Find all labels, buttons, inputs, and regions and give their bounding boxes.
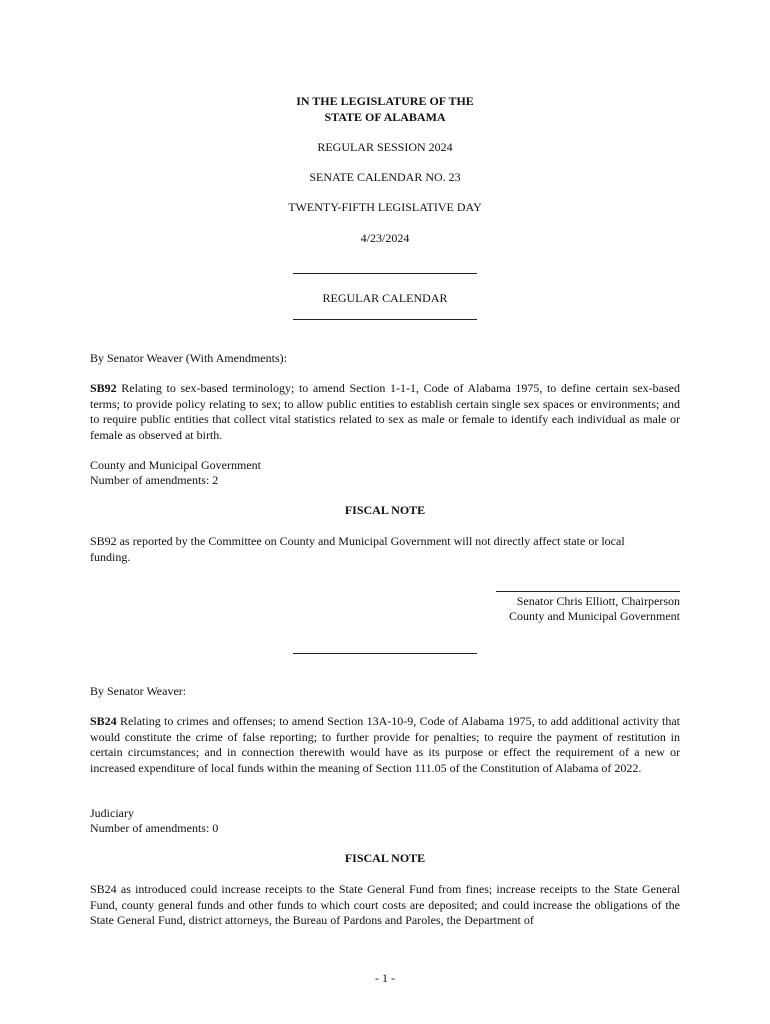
divider-rule [293,319,477,320]
calendar-date: 4/23/2024 [360,231,410,245]
header-line-1: IN THE LEGISLATURE OF THE [296,94,474,108]
signer-committee: County and Municipal Government [509,609,680,623]
fiscal-note-heading: FISCAL NOTE [344,851,426,865]
divider-rule [293,653,477,654]
fiscal-note-heading: FISCAL NOTE [344,503,426,517]
section-title: REGULAR CALENDAR [322,291,448,305]
bill-number: SB24 [90,714,117,728]
session-title: REGULAR SESSION 2024 [317,140,453,154]
bill-entry [90,381,680,443]
legislative-day: TWENTY-FIFTH LEGISLATIVE DAY [288,200,482,214]
divider-rule [293,273,477,274]
page-number: - 1 - [375,971,395,985]
committee-name: County and Municipal Government [90,458,261,472]
amendment-count: Number of amendments: 0 [90,821,219,835]
calendar-number: SENATE CALENDAR NO. 23 [309,170,461,184]
bill-sponsor: By Senator Weaver: [90,684,187,698]
bill-sponsor: By Senator Weaver (With Amendments): [90,351,287,365]
amendment-count: Number of amendments: 2 [90,473,219,487]
header-line-2: STATE OF ALABAMA [324,110,446,124]
fiscal-note-text: SB24 as introduced could increase receipts to the State General Fund from fines; increase receipts to the State General Fund, county general funds and other funds to which court costs are deposited; and could increase the obligations of the State General Fund, district attorneys, the Bureau of Pardons and Paroles, the Department of [90,882,680,927]
bill-number: SB92 [90,381,117,395]
signature-line [496,591,680,592]
bill-entry [90,714,680,776]
bill-description: Relating to crimes and offenses; to amend Section 13A-10-9, Code of Alabama 1975, to add additional activity that would constitute the crime of false reporting; to further provide for penalties; to require the payment of restitution in certain circumstances; and in connection therewith would have as its purpose or effect the requirement of a new or increased expenditure of local funds within the meaning of Section 111.05 of the Constitution of Alabama of 2022. [90,714,680,775]
committee-name: Judiciary [90,806,134,820]
signer-name: Senator Chris Elliott, Chairperson [516,594,680,608]
bill-description: Relating to sex-based terminology; to amend Section 1-1-1, Code of Alabama 1975, to define certain sex-based terms; to provide policy relating to sex; to allow public entities to establish certain single sex spaces or environments; and to require public entities that collect vital statistics related to sex as male or female to identify each individual as male or female as observed at birth. [90,381,680,442]
fiscal-note-text: SB92 as reported by the Committee on County and Municipal Government will not directly affect state or local funding. [90,534,625,564]
